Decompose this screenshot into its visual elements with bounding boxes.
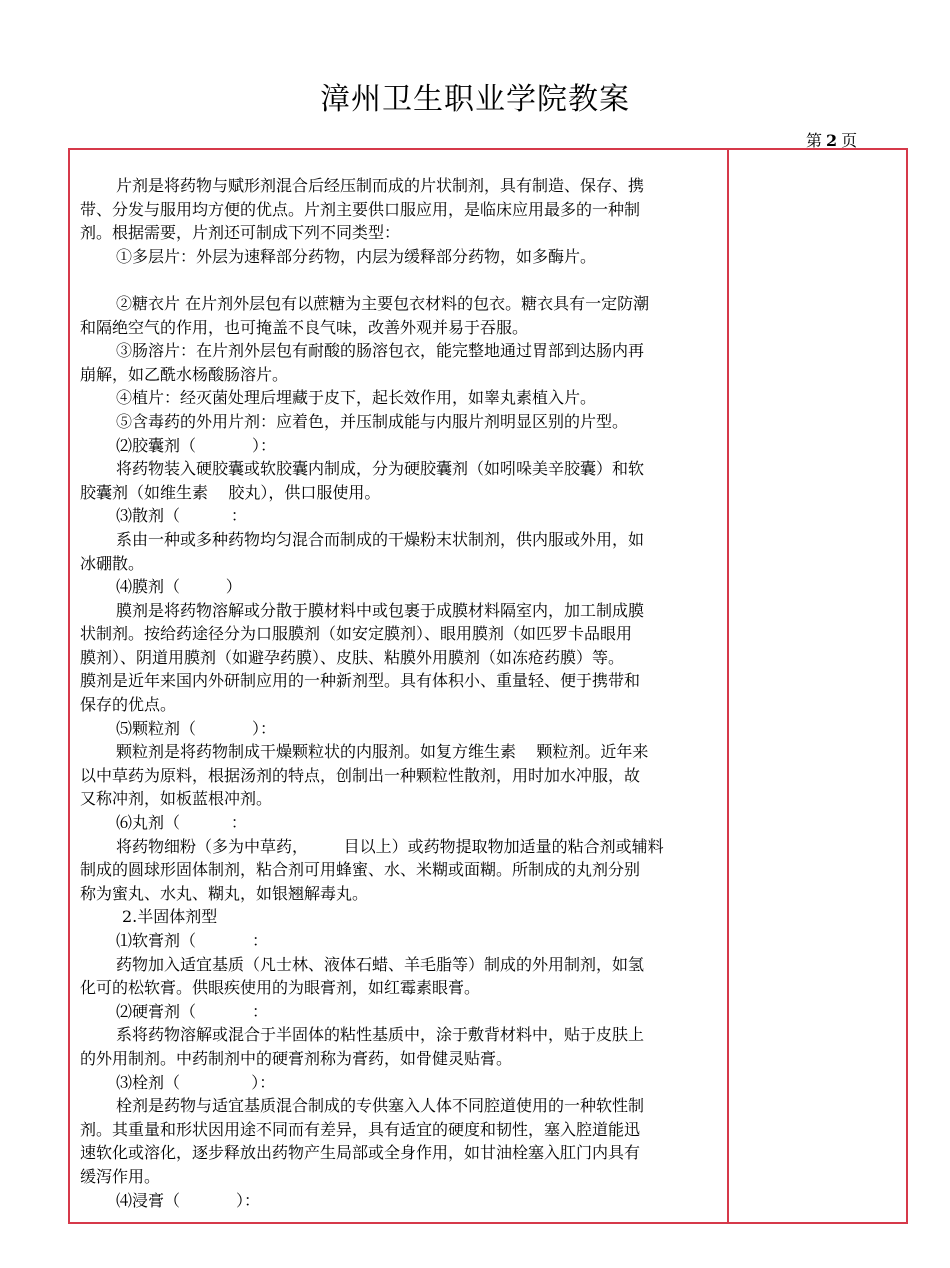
text-line: 制成的圆球形固体制剂，粘合剂可用蜂蜜、水、米糊或面糊。所制成的丸剂分别: [80, 860, 641, 880]
page-number: 2: [826, 131, 838, 150]
text-line: 剂。其重量和形状因用途不同而有差异，具有适宜的硬度和韧性，塞入腔道能迅: [80, 1119, 641, 1139]
page-suffix: 页: [841, 131, 858, 150]
text-line: 又称冲剂，如板蓝根冲剂。: [80, 789, 273, 809]
text-line: 速软化或溶化，逐步释放出药物产生局部或全身作用，如甘油栓塞入肛门内具有: [80, 1143, 641, 1163]
text-line: 颗粒剂是将药物制成干燥颗粒状的内服剂。如复方维生素 颗粒剂。近年来: [116, 742, 649, 762]
text-line: 药物加入适宜基质（凡士林、液体石蜡、羊毛脂等）制成的外用制剂，如氢: [116, 954, 645, 974]
section-heading: ⑷膜剂（ ）: [116, 577, 242, 597]
text-line: 栓剂是药物与适宜基质混合制成的专供塞入人体不同腔道使用的一种软性制: [116, 1096, 645, 1116]
text-line: 胶囊剂（如维生素 胶丸），供口服使用。: [80, 482, 381, 502]
text-line: 带、分发与服用均方便的优点。片剂主要供口服应用，是临床应用最多的一种制: [80, 199, 641, 219]
text-line: 剂。根据需要，片剂还可制成下列不同类型：: [80, 223, 401, 243]
section-heading: ⑶栓剂（ ）：: [116, 1072, 276, 1092]
text-line: 状制剂。按给药途径分为口服膜剂（如安定膜剂）、眼用膜剂（如匹罗卡品眼用: [80, 624, 633, 644]
text-line: 和隔绝空气的作用，也可掩盖不良气味，改善外观并易于吞服。: [80, 317, 529, 337]
section-heading: ⑵硬膏剂（ ：: [116, 1001, 268, 1021]
text-line: ②糖衣片 在片剂外层包有以蔗糖为主要包衣材料的包衣。糖衣具有一定防潮: [116, 293, 650, 313]
text-line: ①多层片：外层为速释部分药物，内层为缓释部分药物，如多酶片。: [116, 246, 597, 266]
text-line: 缓泻作用。: [80, 1166, 161, 1186]
text-line: 保存的优点。: [80, 695, 177, 715]
text-line: 系将药物溶解或混合于半固体的粘性基质中，涂于敷背材料中，贴于皮肤上: [116, 1025, 645, 1045]
text-line: 将药物细粉（多为中草药， 目以上）或药物提取物加适量的粘合剂或辅料: [116, 836, 664, 856]
notes-column: [729, 150, 906, 1222]
text-line: 以中草药为原料，根据汤剂的特点，创制出一种颗粒性散剂，用时加水冲服，故: [80, 765, 641, 785]
text-line: ⑤含毒药的外用片剂：应着色，并压制成能与内服片剂明显区别的片型。: [116, 411, 629, 431]
text-line: 的外用制剂。中药制剂中的硬膏剂称为膏药，如骨健灵贴膏。: [80, 1048, 513, 1068]
text-line: ④植片：经灭菌处理后埋藏于皮下，起长效作用，如睾丸素植入片。: [116, 388, 597, 408]
section-heading: ⑵胶囊剂（ ）：: [116, 435, 276, 455]
section-heading: ⑴软膏剂（ ：: [116, 931, 268, 950]
text-line: 膜剂是近年来国内外研制应用的一种新剂型。具有体积小、重量轻、便于携带和: [80, 671, 641, 691]
text-line: 膜剂是将药物溶解或分散于膜材料中或包裹于成膜材料隔室内，加工制成膜: [116, 600, 645, 620]
section-heading: ⑹丸剂（ ：: [116, 813, 247, 833]
text-line: 片剂是将药物与赋形剂混合后经压制而成的片状制剂，具有制造、保存、携: [116, 176, 645, 195]
lesson-content: [80, 174, 720, 1212]
text-line: 将药物装入硬胶囊或软胶囊内制成，分为硬胶囊剂（如吲哚美辛胶囊）和软: [116, 459, 645, 479]
section-heading: ⑷浸膏（ ）：: [116, 1190, 260, 1210]
text-line: 称为蜜丸、水丸、糊丸，如银翘解毒丸。: [80, 883, 369, 903]
text-line: ③肠溶片：在片剂外层包有耐酸的肠溶包衣，能完整地通过胃部到达肠内再: [116, 341, 645, 361]
page-title: 漳州卫生职业学院教案: [320, 82, 630, 117]
text-line: 冰硼散。: [80, 553, 145, 573]
section-heading: ⑶散剂（ ：: [116, 506, 247, 526]
text-line: 膜剂）、阴道用膜剂（如避孕药膜）、皮肤、粘膜外用膜剂（如冻疮药膜）等。: [80, 647, 625, 667]
text-line: 系由一种或多种药物均匀混合而制成的干燥粉末状制剂，供内服或外用，如: [116, 529, 645, 549]
text-line: 化可的松软膏。供眼疾使用的为眼膏剂，如红霉素眼膏。: [80, 978, 481, 998]
blank-line: [80, 268, 720, 292]
section-heading: ⑸颗粒剂（ ）：: [116, 718, 276, 738]
page-prefix: 第: [806, 131, 823, 150]
section-heading: 2.半固体剂型: [122, 907, 218, 927]
text-line: 崩解，如乙酰水杨酸肠溶片。: [80, 364, 289, 384]
lesson-plan-table: [68, 148, 908, 1224]
